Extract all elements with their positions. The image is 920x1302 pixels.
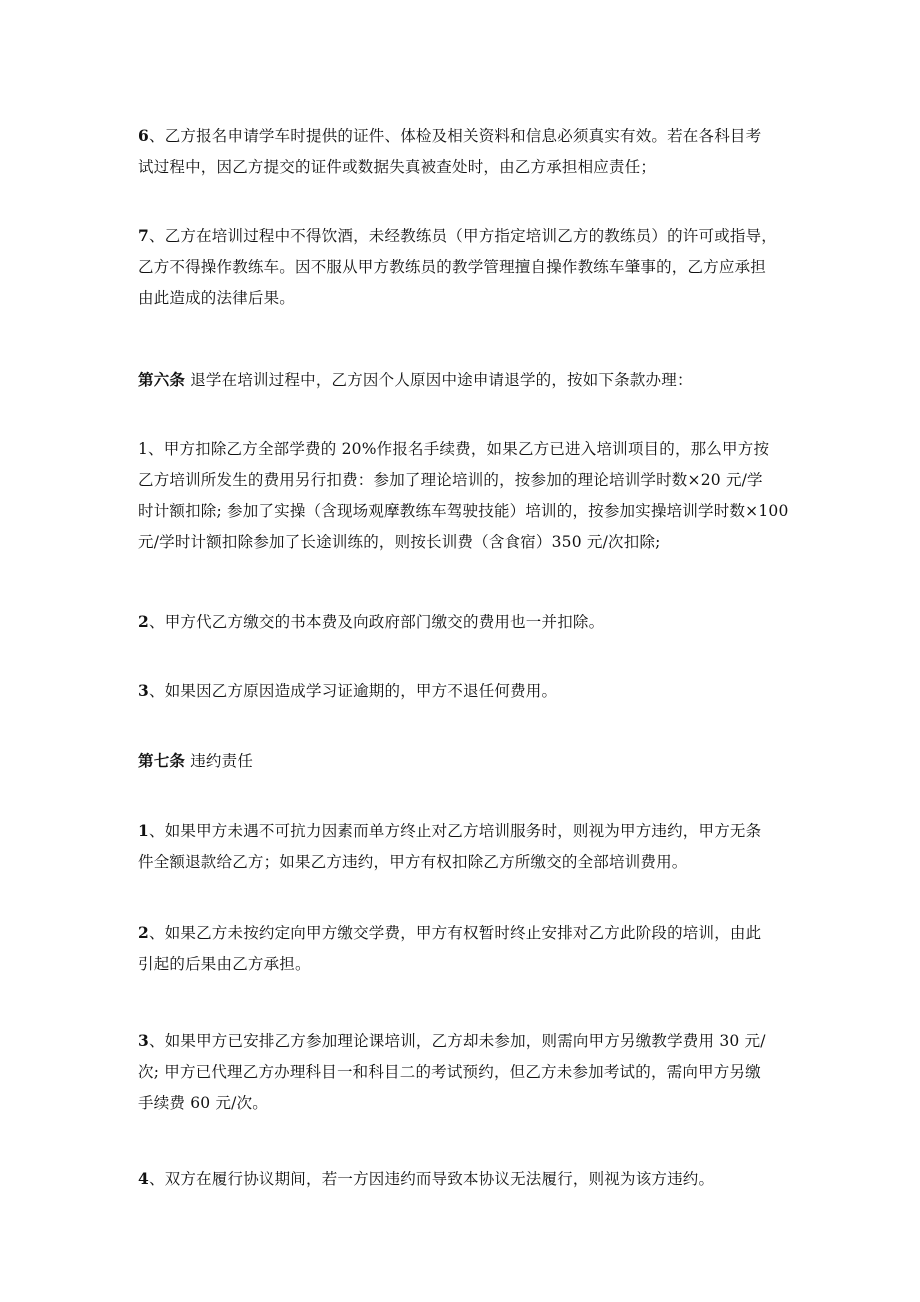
clause-number: 3 — [138, 1031, 149, 1050]
clause-7-line-3: 由此造成的法律后果。 — [138, 289, 296, 307]
article-6-item-1-line-4: 元/学时计额扣除参加了长途训练的，则按长训费（含食宿）350 元/次扣除; — [138, 533, 661, 551]
article-7-item-1: 1、如果甲方未遇不可抗力因素而单方终止对乙方培训服务时，则视为甲方违约，甲方无条 件全额退款给乙方；如果乙方违约，甲方有权扣除乙方所缴交的全部培训费用。 — [138, 821, 762, 871]
clause-number: 7 — [138, 226, 149, 245]
clause-6-line-1: 6、乙方报名申请学车时提供的证件、体检及相关资料和信息必须真实有效。若在各科目考 — [138, 126, 762, 145]
article-6-item-1-line-1: 1、甲方扣除乙方全部学费的 20%作报名手续费，如果乙方已进入培训项目的，那么甲方按 — [138, 440, 770, 458]
article-6-item-1-line-3: 时计额扣除; 参加了实操（含现场观摩教练车驾驶技能）培训的，按参加实操培训学时数×100 — [138, 502, 789, 520]
article-label: 第六条 — [138, 370, 186, 389]
article-7-heading: 第七条 违约责任 — [138, 751, 254, 770]
article-7-item-4: 4、双方在履行协议期间，若一方因违约而导致本协议无法履行，则视为该方违约。 — [138, 1169, 715, 1188]
article-6-item-1 — [138, 434, 789, 558]
clause-7-line-1: 7、乙方在培训过程中不得饮酒，未经教练员（甲方指定培训乙方的教练员）的许可或指导， — [138, 226, 778, 245]
clause-number: 3 — [138, 681, 149, 700]
clause-number: 2 — [138, 612, 149, 631]
clause-6-line-2: 试过程中，因乙方提交的证件或数据失真被查处时，由乙方承担相应责任； — [138, 158, 657, 176]
article-6-item-3: 3、如果因乙方原因造成学习证逾期的，甲方不退任何费用。 — [138, 681, 558, 700]
clause-number: 1 — [138, 821, 149, 840]
clause-7-line-2: 乙方不得操作教练车。因不服从甲方教练员的教学管理擅自操作教练车肇事的，乙方应承担 — [138, 258, 767, 276]
clause-7 — [138, 220, 786, 314]
clause-number: 2 — [138, 923, 149, 942]
clause-number: 6 — [138, 126, 149, 145]
article-6-item-2: 2、甲方代乙方缴交的书本费及向政府部门缴交的费用也一并扣除。 — [138, 612, 605, 631]
article-7-item-2: 2、如果乙方未按约定向甲方缴交学费，甲方有权暂时终止安排对乙方此阶段的培训，由此 引起的后果由乙方承担。 — [138, 923, 762, 973]
clause-number: 4 — [138, 1169, 149, 1188]
article-label: 第七条 — [138, 751, 186, 770]
article-7-item-3: 3、如果甲方已安排乙方参加理论课培训，乙方却未参加，则需向甲方另缴教学费用 30 元/ 次; 甲方已代理乙方办理科目一和科目二的考试预约，但乙方未参加考试的，需向甲方另缴 手续费 60 元/次。 — [138, 1031, 766, 1112]
article-6-item-1-line-2: 乙方培训所发生的费用另行扣费：参加了理论培训的，按参加的理论培训学时数×20 元/学 — [138, 471, 763, 489]
article-6-heading: 第六条 退学在培训过程中，乙方因个人原因中途申请退学的，按如下条款办理： — [138, 370, 693, 389]
clause-6 — [138, 120, 786, 183]
